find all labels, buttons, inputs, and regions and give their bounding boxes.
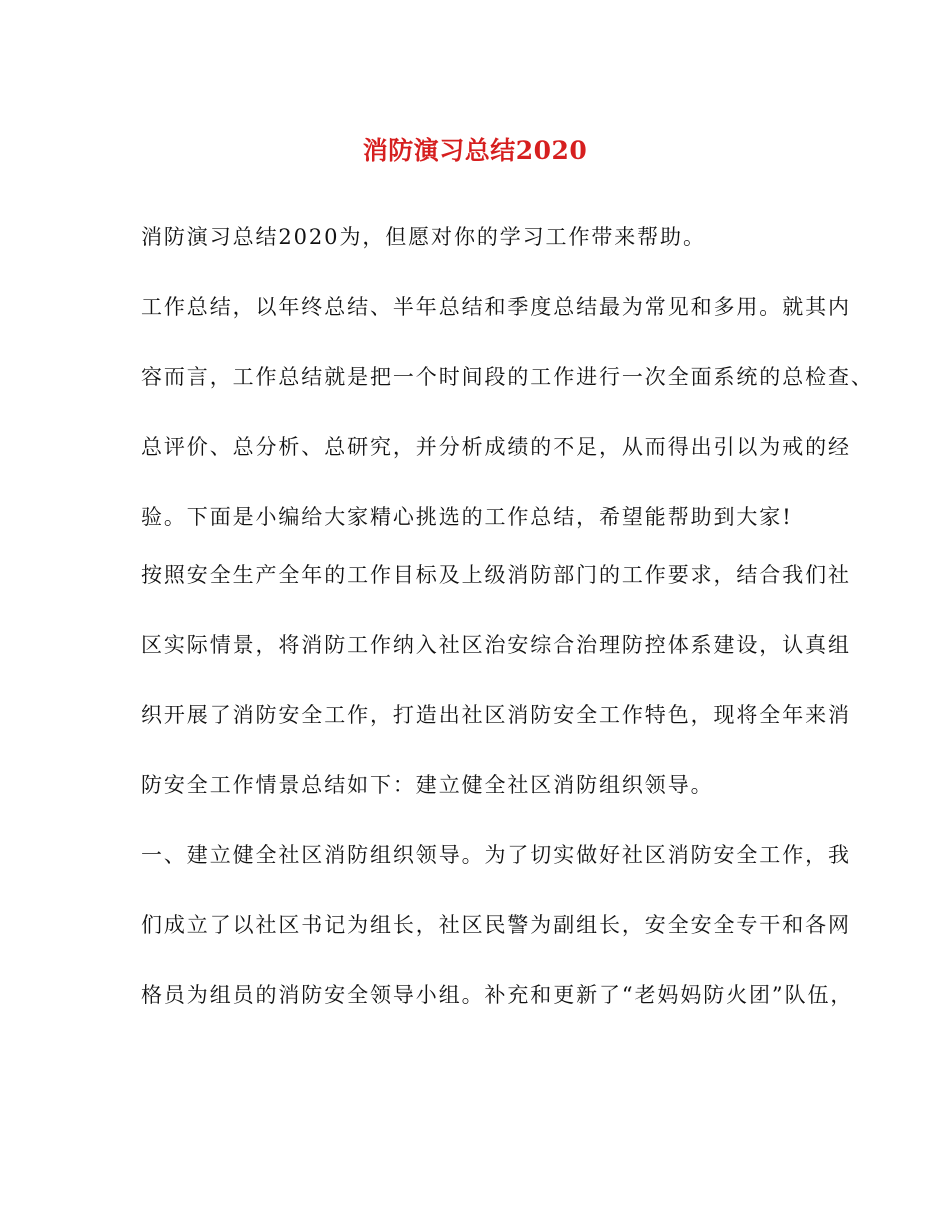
paragraph-line: 验。下面是小编给大家精心挑选的工作总结，希望能帮助到大家! — [141, 505, 793, 529]
paragraph-line: 织开展了消防安全工作，打造出社区消防安全工作特色，现将全年来消 — [141, 703, 851, 727]
paragraph-line: 们成立了以社区书记为组长，社区民警为副组长，安全安全专干和各网 — [141, 913, 851, 937]
document-title: 消防演习总结2020 — [362, 136, 588, 165]
paragraph-line: 区实际情景，将消防工作纳入社区治安综合治理防控体系建设，认真组 — [141, 633, 851, 657]
paragraph-line: 消防演习总结2020为，但愿对你的学习工作带来帮助。 — [141, 225, 706, 249]
paragraph-line: 防安全工作情景总结如下：建立健全社区消防组织领导。 — [141, 773, 714, 797]
paragraph-line: 总评价、总分析、总研究，并分析成绩的不足，从而得出引以为戒的经 — [141, 435, 851, 459]
paragraph-line: 容而言，工作总结就是把一个时间段的工作进行一次全面系统的总检查、 — [141, 365, 874, 389]
paragraph-line: 工作总结，以年终总结、半年总结和季度总结最为常见和多用。就其内 — [141, 295, 851, 319]
paragraph-line: 格员为组员的消防安全领导小组。补充和更新了“老妈妈防火团”队伍， — [141, 983, 854, 1007]
paragraph-line: 一、建立健全社区消防组织领导。为了切实做好社区消防安全工作，我 — [141, 843, 851, 867]
paragraph-line: 按照安全生产全年的工作目标及上级消防部门的工作要求，结合我们社 — [141, 563, 851, 587]
